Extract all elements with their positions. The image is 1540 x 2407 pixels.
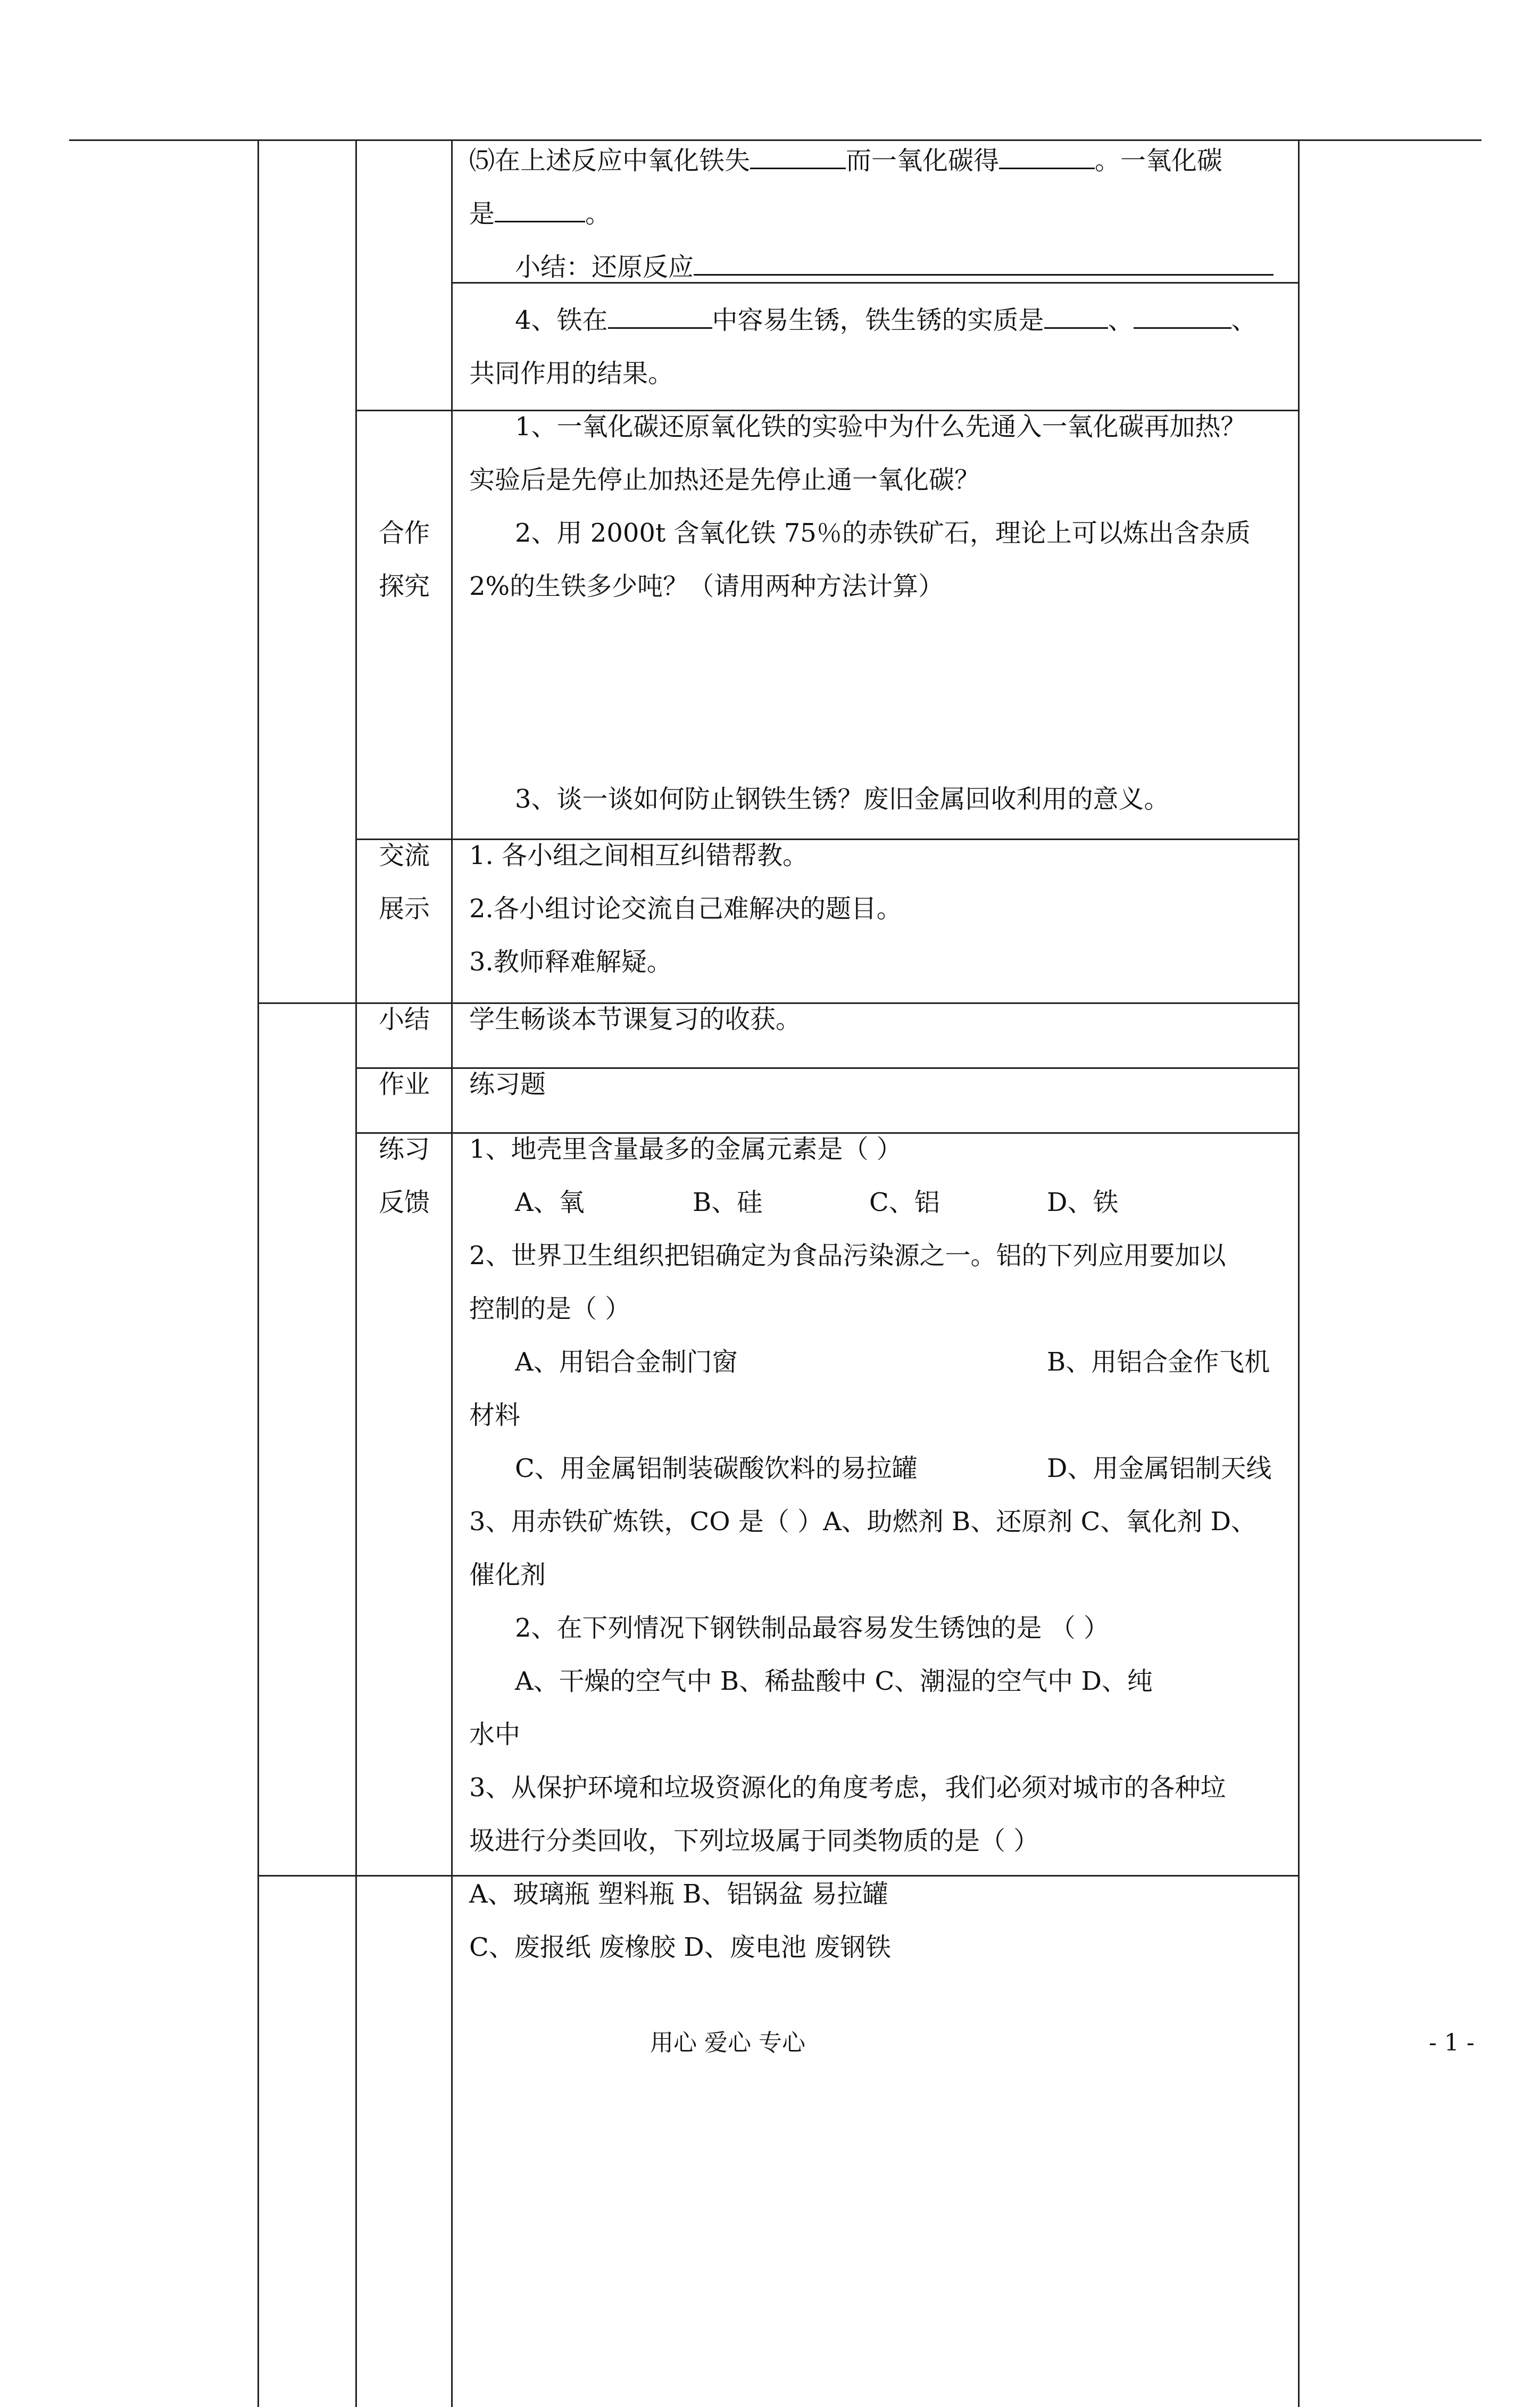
q5-text-e: 。 (585, 199, 611, 229)
q5-blank-1[interactable] (750, 144, 846, 169)
cooperation-q1-line-2: 实验后是先停止加热还是先停止通一氧化碳？ (469, 465, 980, 495)
feedback-q2-line-2: 控制的是（ ） (469, 1294, 631, 1324)
feedback-q5-options-ab: A、玻璃瓶 塑料瓶 B、铝锅盆 易拉罐 (469, 1879, 888, 1909)
q5-text-b: 而一氧化碳得 (846, 146, 1000, 176)
feedback-label-2: 反馈 (379, 1188, 430, 1217)
q5-blank-2[interactable] (999, 144, 1095, 169)
summary-row-text: 学生畅谈本节课复习的收获。 (469, 1005, 802, 1034)
feedback-q2-option-a: A、用铝合金制门窗 (515, 1347, 738, 1377)
question-4-line-2: 共同作用的结果。 (469, 359, 674, 388)
feedback-q1-option-b: B、硅 (693, 1188, 763, 1217)
summary-row-label: 小结 (379, 1005, 430, 1034)
exchange-item-2: 2.各小组讨论交流自己难解决的题目。 (469, 894, 902, 924)
q4-blank-2[interactable] (1044, 304, 1108, 329)
table-border-left (257, 139, 259, 2407)
cooperation-q2-line-1: 2、用 2000t 含氧化铁 75％的赤铁矿石，理论上可以炼出含杂质 (515, 518, 1251, 548)
summary-label: 小结：还原反应 (515, 252, 694, 282)
feedback-q1-option-d: D、铁 (1047, 1188, 1119, 1217)
cooperation-label-1: 合作 (379, 518, 430, 548)
feedback-q2-option-d: D、用金属铝制天线 (1047, 1454, 1272, 1483)
feedback-q5-options-cd: C、废报纸 废橡胶 D、废电池 废钢铁 (469, 1932, 891, 1962)
table-col-divider-1 (355, 139, 357, 2407)
table-col-divider-2 (451, 139, 453, 2407)
feedback-q2-option-c: C、用金属铝制装碳酸饮料的易拉罐 (515, 1454, 918, 1483)
exchange-label-1: 交流 (379, 841, 430, 870)
q5-text-d: 是 (469, 199, 495, 229)
cooperation-q1-line-1: 1、一氧化碳还原氧化铁的实验中为什么先通入一氧化碳再加热？ (515, 412, 1246, 442)
summary-blank[interactable] (694, 251, 1273, 276)
q5-text-c: 。一氧化碳 (1095, 146, 1223, 176)
feedback-q5-line-2: 圾进行分类回收，下列垃圾属于同类物质的是（ ） (469, 1826, 1039, 1856)
feedback-q2-option-b: B、用铝合金作飞机 (1047, 1347, 1270, 1377)
q4-text-d: 、 (1231, 305, 1257, 335)
reduction-summary (515, 250, 1273, 284)
homework-row-text: 练习题 (469, 1069, 546, 1099)
feedback-q4-options-cont: 水中 (469, 1720, 521, 1749)
feedback-q4-line-1: 2、在下列情况下钢铁制品最容易发生锈蚀的是 （ ） (515, 1613, 1110, 1643)
q4-text-b: 中容易生锈，铁生锈的实质是 (712, 305, 1044, 335)
feedback-q1-option-c: C、铝 (869, 1188, 940, 1217)
feedback-q2-option-b-cont: 材料 (469, 1400, 521, 1430)
exchange-item-1: 1. 各小组之间相互纠错帮教。 (469, 841, 809, 870)
q4-text-a: 4、铁在 (515, 305, 608, 335)
feedback-q1: 1、地壳里含量最多的金属元素是（ ） (469, 1134, 902, 1164)
feedback-q3-line-1: 3、用赤铁矿炼铁，CO 是（ ）A、助燃剂 B、还原剂 C、氧化剂 D、 (469, 1507, 1257, 1537)
table-border-bottom (257, 1875, 1299, 1877)
cooperation-q3: 3、谈一谈如何防止钢铁生锈？废旧金属回收利用的意义。 (515, 784, 1170, 814)
feedback-q5-line-1: 3、从保护环境和垃圾资源化的角度考虑，我们必须对城市的各种垃 (469, 1773, 1226, 1803)
cooperation-q2-line-2: 2%的生铁多少吨？（请用两种方法计算） (469, 571, 944, 601)
feedback-label-1: 练习 (379, 1134, 430, 1164)
page-number: - 1 - (1429, 2029, 1475, 2056)
footer-motto: 用心 爱心 专心 (650, 2029, 805, 2056)
question-4-line-1 (515, 303, 1257, 337)
exchange-item-3: 3.教师释难解疑。 (469, 947, 672, 977)
feedback-q1-option-a: A、氧 (515, 1188, 585, 1217)
cooperation-label-2: 探究 (379, 571, 430, 601)
q4-blank-3[interactable] (1134, 304, 1231, 329)
feedback-q2-line-1: 2、世界卫生组织把铝确定为食品污染源之一。铝的下列应用要加以 (469, 1241, 1226, 1271)
q4-text-c: 、 (1108, 305, 1134, 335)
q5-blank-3[interactable] (495, 197, 585, 222)
header-rule (69, 139, 1481, 141)
table-border-right (1298, 139, 1300, 2407)
feedback-q3-line-2: 催化剂 (469, 1560, 546, 1590)
q4-blank-1[interactable] (608, 304, 712, 329)
homework-row-label: 作业 (379, 1069, 430, 1099)
question-5-line-2 (469, 197, 611, 231)
exchange-label-2: 展示 (379, 894, 430, 924)
q5-text-a: ⑸在上述反应中氧化铁失 (469, 146, 751, 176)
feedback-q4-options: A、干燥的空气中 B、稀盐酸中 C、潮湿的空气中 D、纯 (515, 1666, 1153, 1696)
question-5-line-1 (469, 144, 1222, 178)
